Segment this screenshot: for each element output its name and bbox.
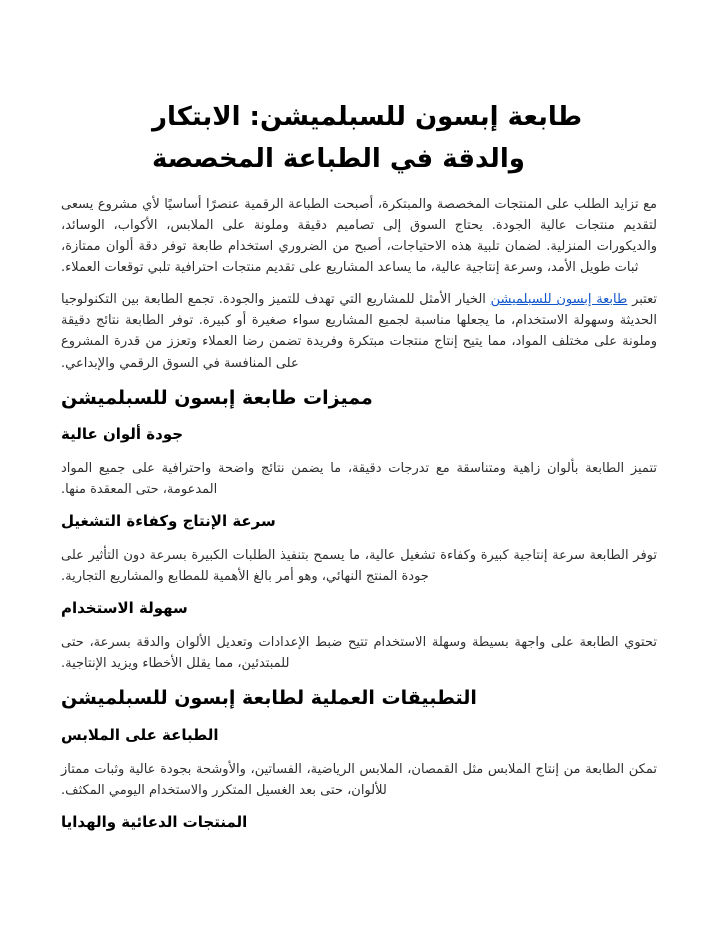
feature-color-quality-heading: جودة ألوان عالية (61, 425, 184, 444)
product-link[interactable]: طابعة إبسون للسبلميشن (490, 292, 628, 308)
applications-section-heading: التطبيقات العملية لطابعة إبسون للسبلميشن (61, 687, 477, 710)
application-promotional-gifts-heading: المنتجات الدعائية والهدايا (61, 813, 248, 832)
feature-color-quality-paragraph: تتميز الطابعة بألوان زاهية ومتناسقة مع تدرجات دقيقة، ما يضمن نتائج واضحة واحترافية على جميع المواد المدعومة، حتى المعقدة منها. (61, 461, 657, 498)
feature-speed-efficiency-heading: سرعة الإنتاج وكفاءة التشغيل (61, 512, 276, 531)
overview-text-after-link: الخيار الأمثل للمشاريع التي تهدف للتميز والجودة. تجمع الطابعة بين التكنولوجيا الحديثة وسهولة الاستخدام، ما يجعلها مناسبة لجميع المشاريع سواء صغيرة أو كبيرة. توفر الطابعة نتائج دقيقة وملونة على مختلف المواد، مما يتيح إنتاج منتجات مبتكرة وفريدة تضمن رضا العملاء وتعزز من قدرة المشروع على المنافسة في السوق الرقمي والإبداعي. (61, 292, 657, 371)
feature-ease-of-use-heading: سهولة الاستخدام (61, 599, 188, 618)
document-title: طابعة إبسون للسبلميشن: الابتكار والدقة في الطباعة المخصصة (152, 102, 583, 174)
overview-text-before-link: تعتبر (627, 292, 657, 308)
application-clothing-paragraph: تمكن الطابعة من إنتاج الملابس مثل القمصان، الملابس الرياضية، الفساتين، والأوشحة بجودة عالية وثبات ممتاز للألوان، حتى بعد الغسيل المتكرر والاستخدام اليومي المكثف. (61, 762, 657, 799)
overview-paragraph (61, 289, 657, 373)
intro-paragraph: مع تزايد الطلب على المنتجات المخصصة والمبتكرة، أصبحت الطباعة الرقمية عنصرًا أساسيًا لأي مشروع يسعى لتقديم منتجات عالية الجودة. يحتاج السوق إلى تصاميم دقيقة وملونة على الملابس، الأكواب، الوسائد، والديكورات المنزلية. لضمان تلبية هذه الاحتياجات، أصبح من الضروري استخدام طابعة توفر دقة ألوان ممتازة، ثبات طويل الأمد، وسرعة إنتاجية عالية، ما يساعد المشاريع على تقديم منتجات احترافية تلبي توقعات العملاء. (61, 197, 657, 276)
feature-ease-of-use-paragraph: تحتوي الطابعة على واجهة بسيطة وسهلة الاستخدام تتيح ضبط الإعدادات وتعديل الألوان والدقة بسرعة، حتى للمبتدئين، مما يقلل الأخطاء ويزيد الإنتاجية. (61, 635, 657, 672)
application-clothing-heading: الطباعة على الملابس (61, 726, 219, 745)
features-section-heading: مميزات طابعة إبسون للسبلميشن (61, 386, 373, 409)
feature-speed-efficiency-paragraph: توفر الطابعة سرعة إنتاجية كبيرة وكفاءة تشغيل عالية، ما يسمح بتنفيذ الطلبات الكبيرة بسرعة دون التأثير على جودة المنتج النهائي، وهو أمر بالغ الأهمية للمطابع والمشاريع التجارية. (61, 548, 657, 585)
